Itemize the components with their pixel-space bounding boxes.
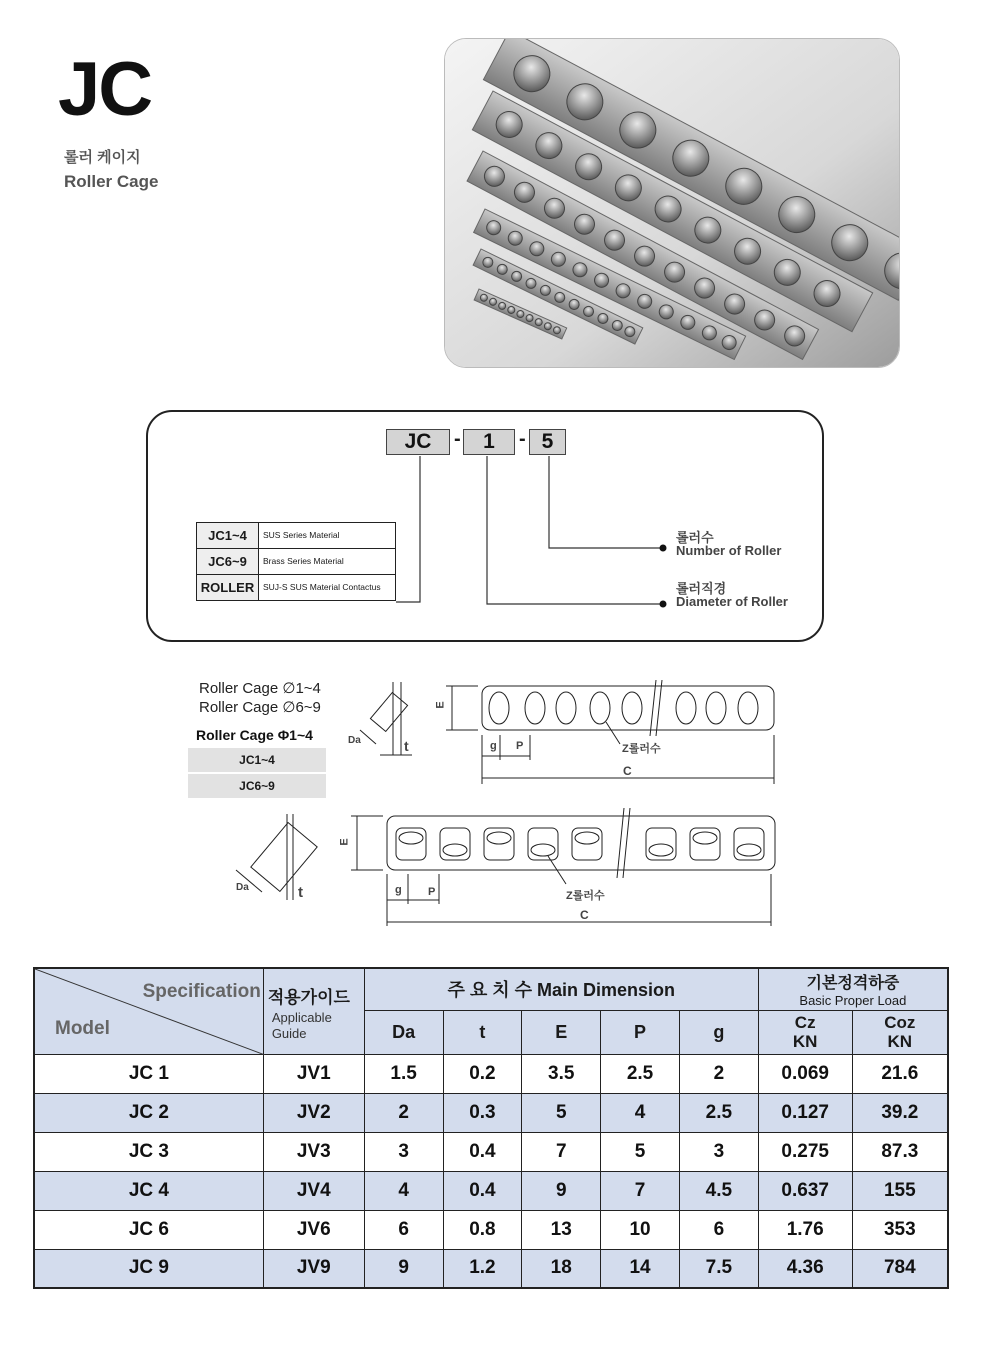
cell-g: 2 xyxy=(679,1054,758,1093)
cell-cz: 0.275 xyxy=(758,1132,852,1171)
cell-coz: 21.6 xyxy=(852,1054,948,1093)
cell-e: 7 xyxy=(522,1132,601,1171)
col-header-cz-label: Cz xyxy=(794,1013,816,1032)
col-header-coz-unit: KN xyxy=(887,1032,913,1051)
dim-label-t: t xyxy=(404,738,409,754)
table-row xyxy=(34,1210,948,1249)
code-part-count: 5 xyxy=(529,429,566,455)
cell-coz: 353 xyxy=(852,1210,948,1249)
cell-cz: 0.069 xyxy=(758,1054,852,1093)
col-header-t: t xyxy=(443,1010,522,1054)
cell-t: 0.3 xyxy=(443,1093,522,1132)
col-header-p: P xyxy=(601,1010,680,1054)
cell-cz: 0.127 xyxy=(758,1093,852,1132)
col-header-cz-unit: KN xyxy=(792,1032,818,1051)
dim-label-t: t xyxy=(298,884,303,901)
guide-header-en: Applicable Guide xyxy=(271,1010,332,1041)
spec-model-header xyxy=(34,968,263,1054)
cell-e: 5 xyxy=(522,1093,601,1132)
z-roller-label: Z롤러수 xyxy=(566,890,605,902)
cell-model: JC 1 xyxy=(34,1054,263,1093)
dim-label-c: C xyxy=(580,908,589,922)
model-label: Model xyxy=(55,1017,110,1039)
cell-cz: 1.76 xyxy=(758,1210,852,1249)
material-row xyxy=(197,549,396,575)
cell-t: 0.4 xyxy=(443,1132,522,1171)
dim-label-g: g xyxy=(395,884,402,896)
cell-coz: 87.3 xyxy=(852,1132,948,1171)
dim-label-e: E xyxy=(434,701,447,709)
guide-header-ko: 적용가이드 xyxy=(267,988,350,1007)
material-key: ROLLER xyxy=(197,575,259,601)
cell-da: 6 xyxy=(364,1210,443,1249)
table-row xyxy=(34,1249,948,1288)
dim-label-p: P xyxy=(428,886,436,898)
material-table xyxy=(196,522,396,601)
cell-da: 9 xyxy=(364,1249,443,1288)
cell-cz: 4.36 xyxy=(758,1249,852,1288)
cell-model: JC 9 xyxy=(34,1249,263,1288)
code-dash: - xyxy=(519,428,526,450)
diameter-label-en: Diameter of Roller xyxy=(676,594,788,609)
dim-label-e: E xyxy=(338,838,351,846)
cell-model: JC 3 xyxy=(34,1132,263,1171)
cell-da: 1.5 xyxy=(364,1054,443,1093)
col-header-cz xyxy=(758,1010,852,1054)
cell-g: 2.5 xyxy=(679,1093,758,1132)
cell-guide: JV9 xyxy=(263,1249,364,1288)
cell-guide: JV4 xyxy=(263,1171,364,1210)
cell-guide: JV6 xyxy=(263,1210,364,1249)
cell-guide: JV2 xyxy=(263,1093,364,1132)
table-row xyxy=(34,1132,948,1171)
col-header-coz-label: Coz xyxy=(884,1013,916,1032)
dim-label-da: Da xyxy=(348,735,361,746)
drawing-caption-2: Roller Cage ∅6~9 xyxy=(199,699,321,716)
table-row xyxy=(34,1054,948,1093)
cell-guide: JV1 xyxy=(263,1054,364,1093)
load-header-en: Basic Proper Load xyxy=(799,993,907,1009)
code-part-model: JC xyxy=(386,429,450,455)
page-title: JC xyxy=(58,47,152,132)
subtitle-english: Roller Cage xyxy=(64,172,159,191)
cell-guide: JV3 xyxy=(263,1132,364,1171)
material-row xyxy=(197,523,396,549)
load-header-ko: 기본정격하중 xyxy=(806,975,900,993)
subtitle-korean: 롤러 케이지 xyxy=(64,149,141,166)
cell-model: JC 6 xyxy=(34,1210,263,1249)
cell-p: 4 xyxy=(601,1093,680,1132)
material-key: JC6~9 xyxy=(197,549,259,575)
cell-p: 14 xyxy=(601,1249,680,1288)
technical-drawing xyxy=(0,660,1000,940)
code-part-diameter: 1 xyxy=(463,429,515,455)
cell-coz: 39.2 xyxy=(852,1093,948,1132)
material-value: SUJ-S SUS Material Contactus xyxy=(259,575,396,601)
material-row xyxy=(197,575,396,601)
cell-t: 0.2 xyxy=(443,1054,522,1093)
number-label-ko: 롤러수 xyxy=(676,530,714,545)
group-label-jc1-4: JC1~4 xyxy=(188,748,326,772)
cell-cz: 0.637 xyxy=(758,1171,852,1210)
dim-label-p: P xyxy=(516,740,524,752)
drawing-caption-1: Roller Cage ∅1~4 xyxy=(199,680,321,697)
cell-p: 7 xyxy=(601,1171,680,1210)
cell-g: 3 xyxy=(679,1132,758,1171)
material-key: JC1~4 xyxy=(197,523,259,549)
cell-g: 6 xyxy=(679,1210,758,1249)
cell-e: 13 xyxy=(522,1210,601,1249)
table-row xyxy=(34,1171,948,1210)
dim-label-da: Da xyxy=(236,882,249,893)
code-dash: - xyxy=(454,428,461,450)
cell-t: 1.2 xyxy=(443,1249,522,1288)
group-label-jc6-9: JC6~9 xyxy=(188,774,326,798)
cell-p: 2.5 xyxy=(601,1054,680,1093)
dim-label-c: C xyxy=(623,764,632,778)
spec-label: Specification xyxy=(142,981,261,1002)
cell-e: 3.5 xyxy=(522,1054,601,1093)
cell-coz: 784 xyxy=(852,1249,948,1288)
cell-da: 3 xyxy=(364,1132,443,1171)
z-roller-label: Z롤러수 xyxy=(622,743,661,755)
table-row xyxy=(34,1093,948,1132)
cell-g: 4.5 xyxy=(679,1171,758,1210)
main-dimension-header: 주 요 치 수 Main Dimension xyxy=(364,968,758,1010)
col-header-g: g xyxy=(679,1010,758,1054)
col-header-coz xyxy=(852,1010,948,1054)
cell-model: JC 2 xyxy=(34,1093,263,1132)
col-header-e: E xyxy=(522,1010,601,1054)
specification-table xyxy=(33,967,949,1289)
drawing-caption-bold: Roller Cage Φ1~4 xyxy=(196,727,313,743)
cell-g: 7.5 xyxy=(679,1249,758,1288)
cell-p: 10 xyxy=(601,1210,680,1249)
material-value: Brass Series Material xyxy=(259,549,396,575)
cell-t: 0.4 xyxy=(443,1171,522,1210)
diameter-label-ko: 롤러직경 xyxy=(676,581,727,596)
cell-da: 4 xyxy=(364,1171,443,1210)
cell-t: 0.8 xyxy=(443,1210,522,1249)
cell-e: 18 xyxy=(522,1249,601,1288)
cell-coz: 155 xyxy=(852,1171,948,1210)
cell-p: 5 xyxy=(601,1132,680,1171)
cell-da: 2 xyxy=(364,1093,443,1132)
cell-model: JC 4 xyxy=(34,1171,263,1210)
cell-e: 9 xyxy=(522,1171,601,1210)
col-header-da: Da xyxy=(364,1010,443,1054)
material-value: SUS Series Material xyxy=(259,523,396,549)
dim-label-g: g xyxy=(490,740,497,752)
load-header xyxy=(758,968,948,1010)
number-label-en: Number of Roller xyxy=(676,543,782,558)
guide-header xyxy=(263,968,364,1054)
